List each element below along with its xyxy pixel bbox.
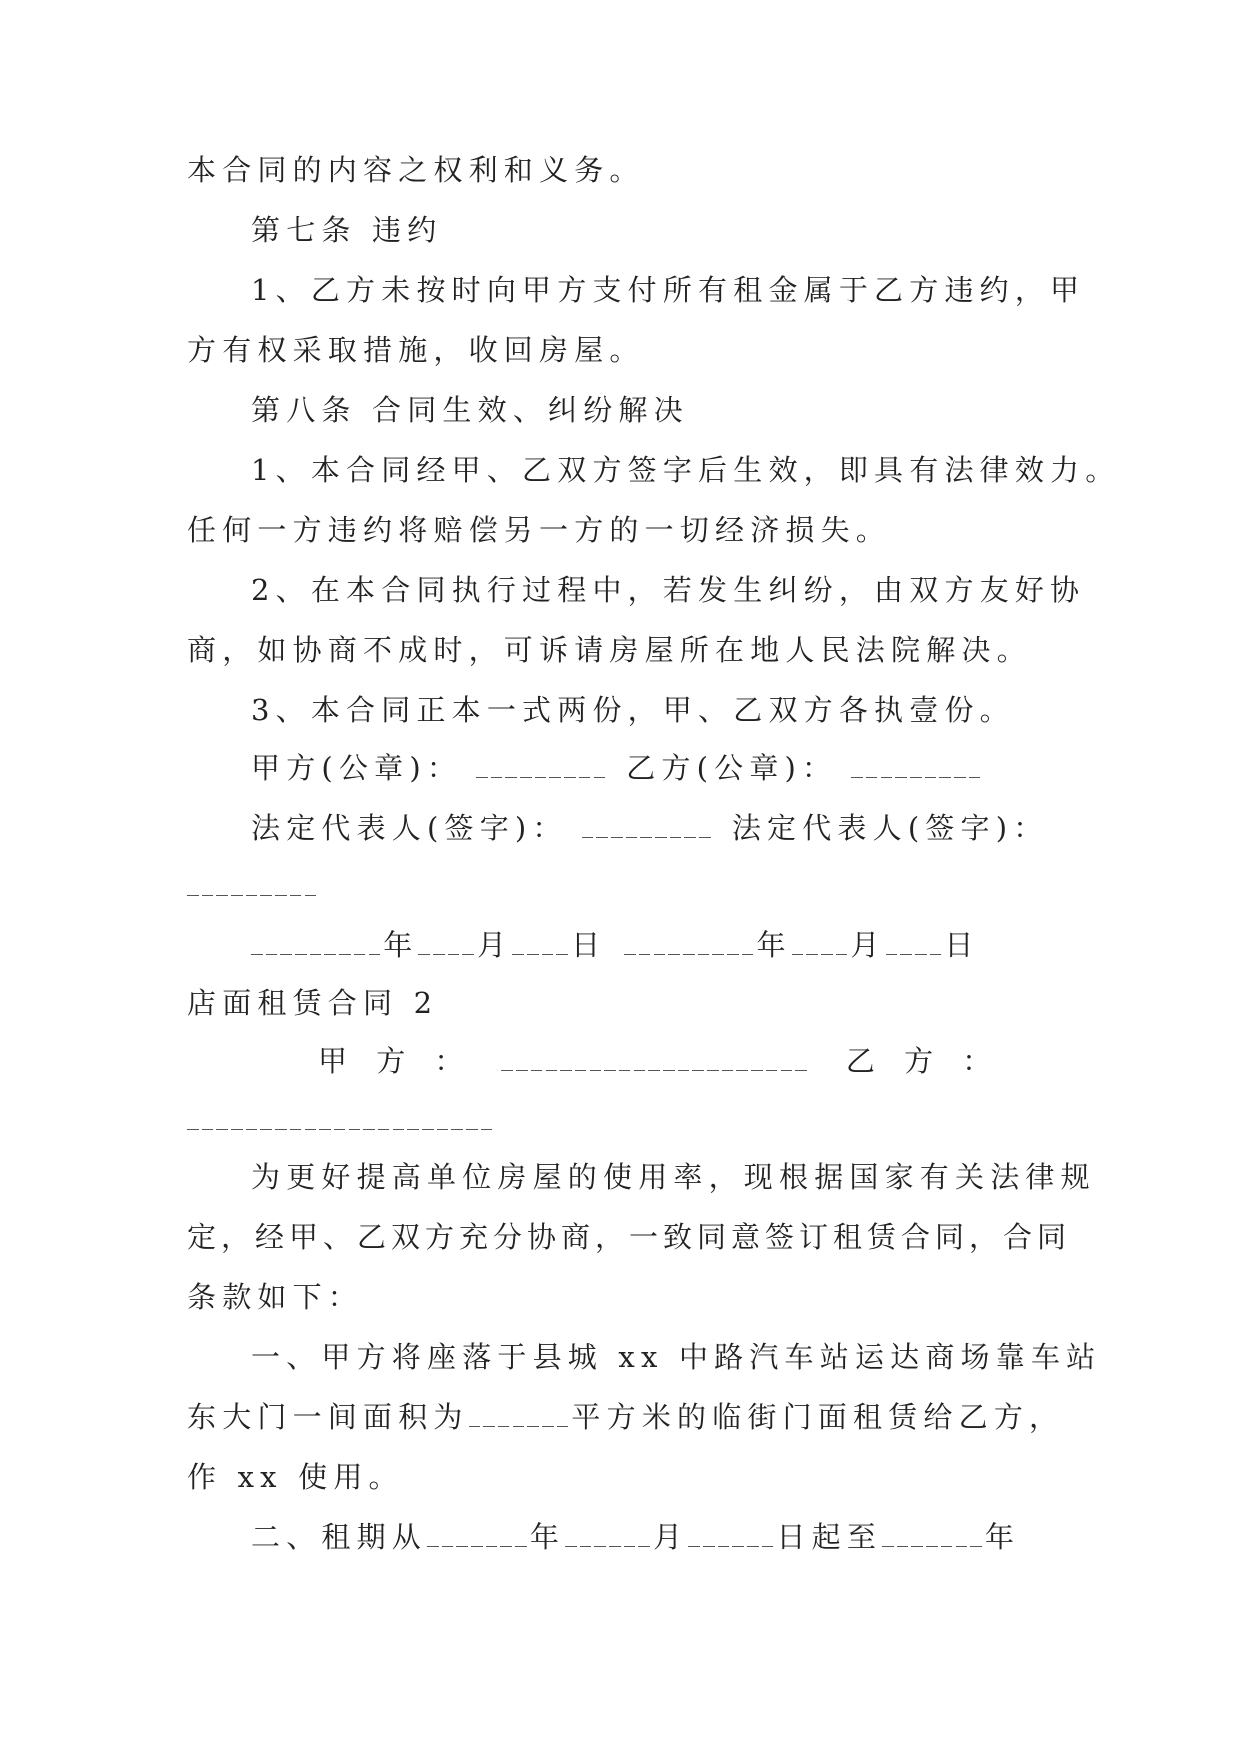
text-span: 一、甲方将座落于县城 xx 中路汽车站运达商场靠车站	[251, 1340, 1102, 1374]
month-blank	[418, 925, 477, 965]
text-span: 2、在本合同执行过程中，若发生纠纷，由双方友好协	[251, 573, 1086, 607]
day-label: 日	[944, 928, 980, 962]
paragraph-line	[187, 1457, 404, 1497]
blank-field	[582, 808, 714, 848]
paragraph-line	[251, 450, 1120, 490]
paragraph-line	[187, 1277, 363, 1317]
text-span: 店面租赁合同 2	[187, 986, 439, 1020]
month-blank	[565, 1517, 653, 1557]
party-b-representative-label: 法定代表人(签字)：	[731, 811, 1049, 845]
year-blank	[427, 1517, 530, 1557]
day-blank	[886, 925, 945, 965]
paragraph-line	[251, 1517, 1020, 1557]
party-b-label: 乙 方 ：	[845, 1044, 1002, 1078]
blank-field	[476, 748, 608, 788]
party-line	[318, 1041, 1001, 1081]
paragraph-line	[251, 1337, 1101, 1377]
text-span: 1、本合同经甲、乙双方签字后生效，即具有法律效力。	[251, 453, 1121, 487]
signature-line	[251, 748, 983, 788]
text-span: 定，经甲、乙双方充分协商，一致同意签订租赁合同，合同	[187, 1220, 1072, 1254]
paragraph-line	[187, 630, 1032, 670]
paragraph-line	[251, 570, 1085, 610]
day-label: 日	[571, 928, 607, 962]
text-span: 方有权采取措施，收回房屋。	[187, 333, 645, 367]
text-span: 3、本合同正本一式两份，甲、乙双方各执壹份。	[251, 693, 1015, 727]
day-blank	[512, 925, 571, 965]
text-span: 1、乙方未按时向甲方支付所有租金属于乙方违约，甲	[251, 273, 1086, 307]
day-blank	[688, 1517, 776, 1557]
paragraph-line	[251, 690, 1015, 730]
year-label: 年	[756, 928, 792, 962]
text-span: 本合同的内容之权利和义务。	[187, 153, 645, 187]
text-span: 条款如下：	[187, 1280, 364, 1314]
paragraph-line	[187, 330, 645, 370]
year-label: 年	[529, 1520, 566, 1554]
party-a-seal-label: 甲方(公章)：	[251, 751, 463, 785]
signature-blank-line	[187, 866, 319, 906]
text-span: 第八条 合同生效、纠纷解决	[251, 393, 689, 427]
area-blank	[469, 1397, 572, 1437]
text-span: 任何一方违约将赔偿另一方的一切经济损失。	[187, 513, 892, 547]
text-span: 二、租期从	[251, 1520, 428, 1554]
text-span: 第七条 违约	[251, 213, 443, 247]
text-span: 为更好提高单位房屋的使用率，现根据国家有关法律规	[251, 1160, 1096, 1194]
document-title	[187, 983, 438, 1023]
text-span: 东大门一间面积为	[187, 1400, 469, 1434]
text-span: 作 xx 使用。	[187, 1460, 404, 1494]
paragraph-line	[251, 270, 1085, 310]
year-label: 年	[383, 928, 419, 962]
year-blank	[624, 925, 756, 965]
month-label: 月	[477, 928, 513, 962]
paragraph-line	[187, 1397, 1064, 1437]
party-b-seal-label: 乙方(公章)：	[626, 751, 838, 785]
month-label: 月	[653, 1520, 689, 1554]
date-line	[251, 925, 980, 965]
year-blank	[251, 925, 383, 965]
blank-field	[851, 748, 983, 788]
month-label: 月	[850, 928, 886, 962]
section-heading	[251, 390, 689, 430]
blank-field	[187, 1100, 495, 1140]
signature-blank-line	[187, 1100, 495, 1140]
text-span: 平方米的临街门面租赁给乙方，	[571, 1400, 1065, 1434]
party-a-representative-label: 法定代表人(签字)：	[251, 811, 568, 845]
paragraph-line	[187, 150, 645, 190]
year-blank	[882, 1517, 985, 1557]
month-blank	[792, 925, 851, 965]
text-span: 日起至	[776, 1520, 883, 1554]
year-label: 年	[984, 1520, 1021, 1554]
section-heading	[251, 210, 442, 250]
blank-field	[187, 866, 319, 906]
paragraph-line	[251, 1157, 1096, 1197]
text-span: 商，如协商不成时，可诉请房屋所在地人民法院解决。	[187, 633, 1032, 667]
signature-line	[251, 808, 1048, 848]
paragraph-line	[187, 510, 891, 550]
party-a-label: 甲 方 ：	[318, 1044, 474, 1078]
paragraph-line	[187, 1217, 1071, 1257]
blank-field	[501, 1041, 809, 1081]
